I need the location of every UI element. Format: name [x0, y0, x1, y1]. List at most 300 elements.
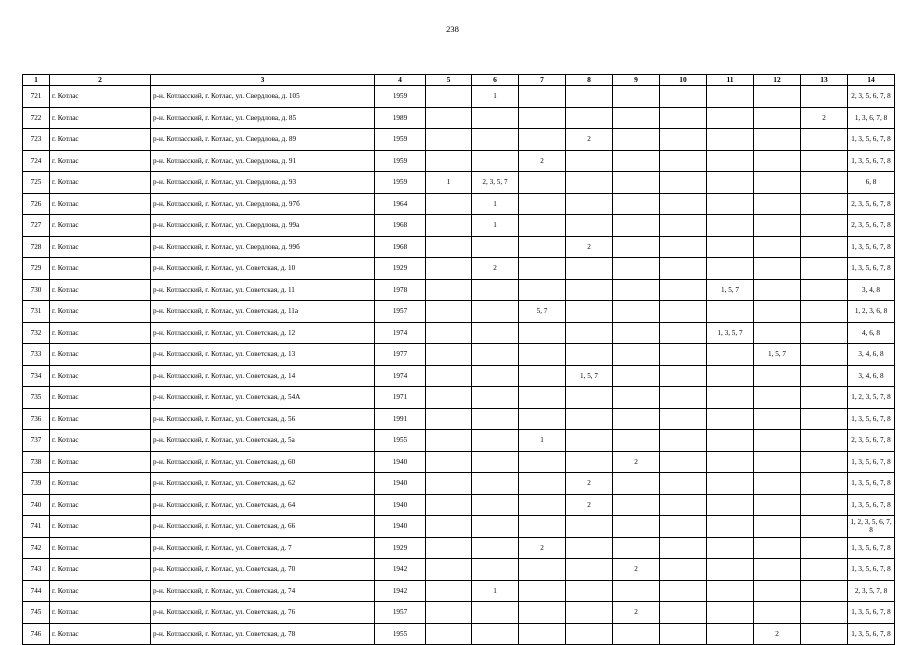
table-cell-col-12 — [754, 236, 801, 258]
table-cell-col-3: р-н. Котласский, г. Котлас, ул. Советская, д. 78 — [151, 623, 375, 645]
table-cell-col-9 — [613, 344, 660, 366]
table-cell-col-13 — [801, 623, 848, 645]
table-cell-col-8 — [566, 602, 613, 624]
table-cell-col-1: 746 — [23, 623, 50, 645]
table-cell-col-14: 1, 2, 3, 5, 7, 8 — [848, 387, 895, 409]
table-cell-col-12 — [754, 408, 801, 430]
table-cell-col-2: г. Котлас — [50, 215, 151, 237]
table-cell-col-8: 2 — [566, 236, 613, 258]
table-row — [23, 602, 895, 624]
table-cell-col-10 — [660, 516, 707, 538]
table-cell-col-4: 1940 — [375, 473, 426, 495]
table-cell-col-9 — [613, 473, 660, 495]
column-header-1: 1 — [23, 75, 50, 86]
table-cell-col-13 — [801, 559, 848, 581]
table-cell-col-5 — [426, 602, 472, 624]
table-cell-col-8: 2 — [566, 473, 613, 495]
table-row — [23, 279, 895, 301]
table-row — [23, 301, 895, 323]
table-row — [23, 430, 895, 452]
table-row — [23, 451, 895, 473]
column-header-4: 4 — [375, 75, 426, 86]
table-cell-col-11 — [707, 129, 754, 151]
column-header-10: 10 — [660, 75, 707, 86]
table-cell-col-5 — [426, 279, 472, 301]
table-cell-col-5 — [426, 86, 472, 108]
table-cell-col-13 — [801, 172, 848, 194]
table-cell-col-7 — [519, 322, 566, 344]
table-row — [23, 236, 895, 258]
table-cell-col-3: р-н. Котласский, г. Котлас, ул. Советская, д. 5а — [151, 430, 375, 452]
table-cell-col-14: 2, 3, 5, 6, 7, 8 — [848, 430, 895, 452]
table-row — [23, 322, 895, 344]
table-cell-col-11 — [707, 236, 754, 258]
table-cell-col-8 — [566, 193, 613, 215]
table-cell-col-3: р-н. Котласский, г. Котлас, ул. Советская, д. 74 — [151, 580, 375, 602]
table-cell-col-8 — [566, 451, 613, 473]
table-cell-col-6 — [472, 559, 519, 581]
table-cell-col-4: 1942 — [375, 580, 426, 602]
table-cell-col-9 — [613, 258, 660, 280]
table-cell-col-2: г. Котлас — [50, 258, 151, 280]
table-row — [23, 387, 895, 409]
table-cell-col-13 — [801, 516, 848, 538]
table-cell-col-9 — [613, 430, 660, 452]
table-cell-col-6: 1 — [472, 86, 519, 108]
table-cell-col-4: 1968 — [375, 236, 426, 258]
table-cell-col-12 — [754, 322, 801, 344]
table-cell-col-13 — [801, 537, 848, 559]
table-cell-col-3: р-н. Котласский, г. Котлас, ул. Свердлова, д. 89 — [151, 129, 375, 151]
table-cell-col-7 — [519, 451, 566, 473]
table-cell-col-14: 2, 3, 5, 6, 7, 8 — [848, 193, 895, 215]
table-cell-col-11 — [707, 365, 754, 387]
table-cell-col-10 — [660, 494, 707, 516]
table-cell-col-8 — [566, 580, 613, 602]
column-header-5: 5 — [426, 75, 472, 86]
table-cell-col-10 — [660, 236, 707, 258]
table-cell-col-3: р-н. Котласский, г. Котлас, ул. Советская, д. 7 — [151, 537, 375, 559]
table-cell-col-14: 2, 3, 5, 7, 8 — [848, 580, 895, 602]
table-cell-col-2: г. Котлас — [50, 516, 151, 538]
table-cell-col-1: 729 — [23, 258, 50, 280]
table-cell-col-7 — [519, 172, 566, 194]
table-cell-col-3: р-н. Котласский, г. Котлас, ул. Советская, д. 64 — [151, 494, 375, 516]
table-row — [23, 215, 895, 237]
table-cell-col-8 — [566, 516, 613, 538]
table-cell-col-11 — [707, 258, 754, 280]
data-table — [22, 74, 895, 645]
table-cell-col-4: 1964 — [375, 193, 426, 215]
table-cell-col-2: г. Котлас — [50, 322, 151, 344]
table-cell-col-11 — [707, 387, 754, 409]
table-cell-col-9 — [613, 623, 660, 645]
table-cell-col-1: 732 — [23, 322, 50, 344]
table-row — [23, 473, 895, 495]
table-cell-col-8: 2 — [566, 494, 613, 516]
table-row — [23, 559, 895, 581]
table-cell-col-13 — [801, 236, 848, 258]
table-cell-col-7 — [519, 516, 566, 538]
table-cell-col-14: 1, 3, 5, 6, 7, 8 — [848, 473, 895, 495]
table-cell-col-14: 4, 6, 8 — [848, 322, 895, 344]
table-cell-col-14: 1, 2, 3, 6, 8 — [848, 301, 895, 323]
table-cell-col-11 — [707, 473, 754, 495]
table-cell-col-7 — [519, 559, 566, 581]
table-row — [23, 172, 895, 194]
table-cell-col-4: 1940 — [375, 516, 426, 538]
table-cell-col-7 — [519, 193, 566, 215]
table-cell-col-4: 1968 — [375, 215, 426, 237]
table-cell-col-11 — [707, 580, 754, 602]
table-cell-col-1: 739 — [23, 473, 50, 495]
table-cell-col-2: г. Котлас — [50, 365, 151, 387]
table-cell-col-13 — [801, 279, 848, 301]
table-cell-col-14: 1, 3, 5, 6, 7, 8 — [848, 129, 895, 151]
table-cell-col-2: г. Котлас — [50, 451, 151, 473]
table-cell-col-12 — [754, 172, 801, 194]
table-cell-col-7 — [519, 279, 566, 301]
table-cell-col-5: 1 — [426, 172, 472, 194]
table-cell-col-14: 1, 3, 5, 6, 7, 8 — [848, 559, 895, 581]
table-cell-col-10 — [660, 279, 707, 301]
table-cell-col-4: 1971 — [375, 387, 426, 409]
table-cell-col-11 — [707, 430, 754, 452]
table-cell-col-2: г. Котлас — [50, 430, 151, 452]
table-cell-col-2: г. Котлас — [50, 86, 151, 108]
table-cell-col-9: 2 — [613, 451, 660, 473]
table-cell-col-2: г. Котлас — [50, 236, 151, 258]
table-cell-col-8 — [566, 387, 613, 409]
table-cell-col-7: 2 — [519, 150, 566, 172]
table-cell-col-10 — [660, 215, 707, 237]
table-cell-col-10 — [660, 559, 707, 581]
table-cell-col-8 — [566, 150, 613, 172]
table-cell-col-13 — [801, 430, 848, 452]
table-cell-col-10 — [660, 129, 707, 151]
table-cell-col-14: 1, 3, 5, 6, 7, 8 — [848, 451, 895, 473]
table-cell-col-13 — [801, 451, 848, 473]
table-cell-col-10 — [660, 86, 707, 108]
table-cell-col-9 — [613, 537, 660, 559]
table-cell-col-9 — [613, 129, 660, 151]
table-cell-col-7 — [519, 215, 566, 237]
table-cell-col-2: г. Котлас — [50, 387, 151, 409]
table-cell-col-2: г. Котлас — [50, 193, 151, 215]
table-cell-col-11 — [707, 193, 754, 215]
table-cell-col-12 — [754, 150, 801, 172]
table-row — [23, 365, 895, 387]
table-cell-col-7 — [519, 344, 566, 366]
table-cell-col-9: 2 — [613, 559, 660, 581]
table-cell-col-4: 1959 — [375, 172, 426, 194]
table-cell-col-7 — [519, 129, 566, 151]
table-cell-col-9 — [613, 215, 660, 237]
table-cell-col-6: 2, 3, 5, 7 — [472, 172, 519, 194]
table-cell-col-1: 730 — [23, 279, 50, 301]
table-row — [23, 580, 895, 602]
table-cell-col-14: 1, 3, 5, 6, 7, 8 — [848, 602, 895, 624]
table-cell-col-10 — [660, 301, 707, 323]
table-cell-col-8 — [566, 86, 613, 108]
table-cell-col-5 — [426, 129, 472, 151]
table-cell-col-1: 733 — [23, 344, 50, 366]
table-cell-col-4: 1929 — [375, 258, 426, 280]
table-cell-col-10 — [660, 387, 707, 409]
table-cell-col-3: р-н. Котласский, г. Котлас, ул. Свердлова, д. 99б — [151, 236, 375, 258]
table-cell-col-7 — [519, 494, 566, 516]
table-cell-col-9 — [613, 236, 660, 258]
table-cell-col-11 — [707, 602, 754, 624]
table-cell-col-5 — [426, 387, 472, 409]
table-cell-col-3: р-н. Котласский, г. Котлас, ул. Свердлова, д. 97б — [151, 193, 375, 215]
table-cell-col-4: 1959 — [375, 129, 426, 151]
table-cell-col-4: 1959 — [375, 86, 426, 108]
table-cell-col-13 — [801, 86, 848, 108]
table-cell-col-3: р-н. Котласский, г. Котлас, ул. Свердлова, д. 85 — [151, 107, 375, 129]
table-cell-col-14: 1, 3, 5, 6, 7, 8 — [848, 537, 895, 559]
table-cell-col-1: 743 — [23, 559, 50, 581]
table-cell-col-12 — [754, 516, 801, 538]
table-cell-col-2: г. Котлас — [50, 301, 151, 323]
table-cell-col-12: 1, 5, 7 — [754, 344, 801, 366]
table-cell-col-6 — [472, 279, 519, 301]
table-cell-col-4: 1957 — [375, 602, 426, 624]
table-cell-col-9 — [613, 365, 660, 387]
table-cell-col-3: р-н. Котласский, г. Котлас, ул. Советская, д. 13 — [151, 344, 375, 366]
table-cell-col-9: 2 — [613, 602, 660, 624]
table-cell-col-10 — [660, 258, 707, 280]
table-cell-col-1: 727 — [23, 215, 50, 237]
table-cell-col-2: г. Котлас — [50, 150, 151, 172]
table-cell-col-1: 723 — [23, 129, 50, 151]
table-cell-col-4: 1959 — [375, 150, 426, 172]
table-cell-col-4: 1955 — [375, 623, 426, 645]
table-cell-col-6 — [472, 430, 519, 452]
column-header-8: 8 — [566, 75, 613, 86]
table-cell-col-8 — [566, 322, 613, 344]
table-cell-col-6 — [472, 537, 519, 559]
table-cell-col-10 — [660, 150, 707, 172]
table-cell-col-6 — [472, 494, 519, 516]
table-cell-col-5 — [426, 408, 472, 430]
table-cell-col-1: 740 — [23, 494, 50, 516]
table-cell-col-4: 1977 — [375, 344, 426, 366]
table-cell-col-8 — [566, 279, 613, 301]
table-cell-col-12 — [754, 494, 801, 516]
table-cell-col-3: р-н. Котласский, г. Котлас, ул. Советская, д. 56 — [151, 408, 375, 430]
table-cell-col-6 — [472, 602, 519, 624]
table-cell-col-4: 1929 — [375, 537, 426, 559]
table-cell-col-9 — [613, 408, 660, 430]
table-cell-col-8 — [566, 559, 613, 581]
table-cell-col-3: р-н. Котласский, г. Котлас, ул. Советская, д. 62 — [151, 473, 375, 495]
table-cell-col-9 — [613, 516, 660, 538]
table-cell-col-11 — [707, 516, 754, 538]
table-cell-col-4: 1974 — [375, 322, 426, 344]
table-cell-col-8 — [566, 430, 613, 452]
table-cell-col-12 — [754, 215, 801, 237]
table-cell-col-7: 2 — [519, 537, 566, 559]
table-cell-col-5 — [426, 623, 472, 645]
table-cell-col-5 — [426, 258, 472, 280]
table-row — [23, 537, 895, 559]
table-cell-col-6 — [472, 387, 519, 409]
table-cell-col-6 — [472, 322, 519, 344]
table-cell-col-1: 741 — [23, 516, 50, 538]
table-cell-col-5 — [426, 580, 472, 602]
table-cell-col-8 — [566, 301, 613, 323]
table-cell-col-12 — [754, 107, 801, 129]
table-cell-col-14: 1, 2, 3, 5, 6, 7, 8 — [848, 516, 895, 538]
table-cell-col-2: г. Котлас — [50, 344, 151, 366]
table-cell-col-4: 1940 — [375, 451, 426, 473]
table-cell-col-8 — [566, 172, 613, 194]
table-cell-col-14: 2, 3, 5, 6, 7, 8 — [848, 86, 895, 108]
table-cell-col-1: 721 — [23, 86, 50, 108]
table-cell-col-11 — [707, 451, 754, 473]
table-cell-col-5 — [426, 150, 472, 172]
table-cell-col-3: р-н. Котласский, г. Котлас, ул. Советская, д. 11а — [151, 301, 375, 323]
table-cell-col-12 — [754, 129, 801, 151]
table-cell-col-10 — [660, 107, 707, 129]
table-cell-col-10 — [660, 602, 707, 624]
table-row — [23, 516, 895, 538]
column-header-6: 6 — [472, 75, 519, 86]
table-cell-col-12 — [754, 387, 801, 409]
table-cell-col-10 — [660, 430, 707, 452]
table-cell-col-2: г. Котлас — [50, 559, 151, 581]
table-cell-col-9 — [613, 580, 660, 602]
table-cell-col-3: р-н. Котласский, г. Котлас, ул. Советская, д. 14 — [151, 365, 375, 387]
table-cell-col-1: 745 — [23, 602, 50, 624]
column-header-9: 9 — [613, 75, 660, 86]
table-cell-col-12 — [754, 451, 801, 473]
table-row — [23, 86, 895, 108]
table-cell-col-12 — [754, 537, 801, 559]
table-cell-col-4: 1991 — [375, 408, 426, 430]
table-cell-col-10 — [660, 172, 707, 194]
table-row — [23, 344, 895, 366]
table-cell-col-9 — [613, 322, 660, 344]
table-cell-col-3: р-н. Котласский, г. Котлас, ул. Советская, д. 66 — [151, 516, 375, 538]
table-cell-col-7: 1 — [519, 430, 566, 452]
table-cell-col-14: 1, 3, 5, 6, 7, 8 — [848, 150, 895, 172]
table-cell-col-12: 2 — [754, 623, 801, 645]
column-header-13: 13 — [801, 75, 848, 86]
table-cell-col-14: 1, 3, 5, 6, 7, 8 — [848, 623, 895, 645]
table-cell-col-1: 735 — [23, 387, 50, 409]
table-cell-col-7 — [519, 473, 566, 495]
table-cell-col-4: 1955 — [375, 430, 426, 452]
table-cell-col-5 — [426, 559, 472, 581]
table-cell-col-10 — [660, 623, 707, 645]
table-cell-col-1: 728 — [23, 236, 50, 258]
table-cell-col-2: г. Котлас — [50, 107, 151, 129]
table-cell-col-12 — [754, 301, 801, 323]
table-cell-col-11 — [707, 150, 754, 172]
table-cell-col-3: р-н. Котласский, г. Котлас, ул. Свердлова, д. 99а — [151, 215, 375, 237]
table-cell-col-13 — [801, 322, 848, 344]
table-cell-col-8 — [566, 107, 613, 129]
table-cell-col-8 — [566, 408, 613, 430]
table-cell-col-4: 1957 — [375, 301, 426, 323]
table-cell-col-5 — [426, 215, 472, 237]
table-cell-col-13 — [801, 473, 848, 495]
table-cell-col-12 — [754, 580, 801, 602]
table-cell-col-12 — [754, 279, 801, 301]
table-cell-col-13 — [801, 344, 848, 366]
table-cell-col-6 — [472, 236, 519, 258]
table-cell-col-2: г. Котлас — [50, 580, 151, 602]
table-cell-col-3: р-н. Котласский, г. Котлас, ул. Свердлова, д. 105 — [151, 86, 375, 108]
table-cell-col-12 — [754, 473, 801, 495]
column-header-7: 7 — [519, 75, 566, 86]
table-cell-col-7: 5, 7 — [519, 301, 566, 323]
table-cell-col-3: р-н. Котласский, г. Котлас, ул. Советская, д. 10 — [151, 258, 375, 280]
table-cell-col-14: 1, 3, 6, 7, 8 — [848, 107, 895, 129]
table-cell-col-9 — [613, 301, 660, 323]
table-cell-col-9 — [613, 279, 660, 301]
table-cell-col-3: р-н. Котласский, г. Котлас, ул. Советская, д. 12 — [151, 322, 375, 344]
table-cell-col-6 — [472, 129, 519, 151]
column-header-12: 12 — [754, 75, 801, 86]
table-cell-col-13 — [801, 215, 848, 237]
table-cell-col-7 — [519, 387, 566, 409]
table-row — [23, 623, 895, 645]
table-row — [23, 408, 895, 430]
table-cell-col-10 — [660, 408, 707, 430]
table-row — [23, 258, 895, 280]
table-cell-col-3: р-н. Котласский, г. Котлас, ул. Свердлова, д. 93 — [151, 172, 375, 194]
table-cell-col-14: 1, 3, 5, 6, 7, 8 — [848, 236, 895, 258]
table-cell-col-2: г. Котлас — [50, 494, 151, 516]
table-cell-col-2: г. Котлас — [50, 473, 151, 495]
table-row — [23, 129, 895, 151]
table-cell-col-3: р-н. Котласский, г. Котлас, ул. Советская, д. 76 — [151, 602, 375, 624]
column-header-11: 11 — [707, 75, 754, 86]
table-cell-col-6: 1 — [472, 580, 519, 602]
table-cell-col-13 — [801, 258, 848, 280]
table-cell-col-14: 3, 4, 8 — [848, 279, 895, 301]
table-cell-col-8 — [566, 344, 613, 366]
table-cell-col-3: р-н. Котласский, г. Котлас, ул. Советская, д. 54А — [151, 387, 375, 409]
table-cell-col-8 — [566, 623, 613, 645]
table-cell-col-2: г. Котлас — [50, 623, 151, 645]
table-cell-col-6 — [472, 623, 519, 645]
table-cell-col-7 — [519, 365, 566, 387]
table-cell-col-2: г. Котлас — [50, 172, 151, 194]
table-cell-col-5 — [426, 107, 472, 129]
table-cell-col-11 — [707, 537, 754, 559]
table-cell-col-14: 1, 3, 5, 6, 7, 8 — [848, 408, 895, 430]
table-cell-col-1: 725 — [23, 172, 50, 194]
table-cell-col-4: 1942 — [375, 559, 426, 581]
table-cell-col-9 — [613, 172, 660, 194]
table-cell-col-11: 1, 5, 7 — [707, 279, 754, 301]
table-cell-col-7 — [519, 623, 566, 645]
table-cell-col-4: 1974 — [375, 365, 426, 387]
table-cell-col-1: 737 — [23, 430, 50, 452]
table-cell-col-11 — [707, 86, 754, 108]
table-cell-col-7 — [519, 236, 566, 258]
table-cell-col-11 — [707, 301, 754, 323]
table-cell-col-13 — [801, 301, 848, 323]
table-cell-col-1: 724 — [23, 150, 50, 172]
table-cell-col-2: г. Котлас — [50, 537, 151, 559]
table-cell-col-10 — [660, 322, 707, 344]
table-cell-col-13 — [801, 602, 848, 624]
